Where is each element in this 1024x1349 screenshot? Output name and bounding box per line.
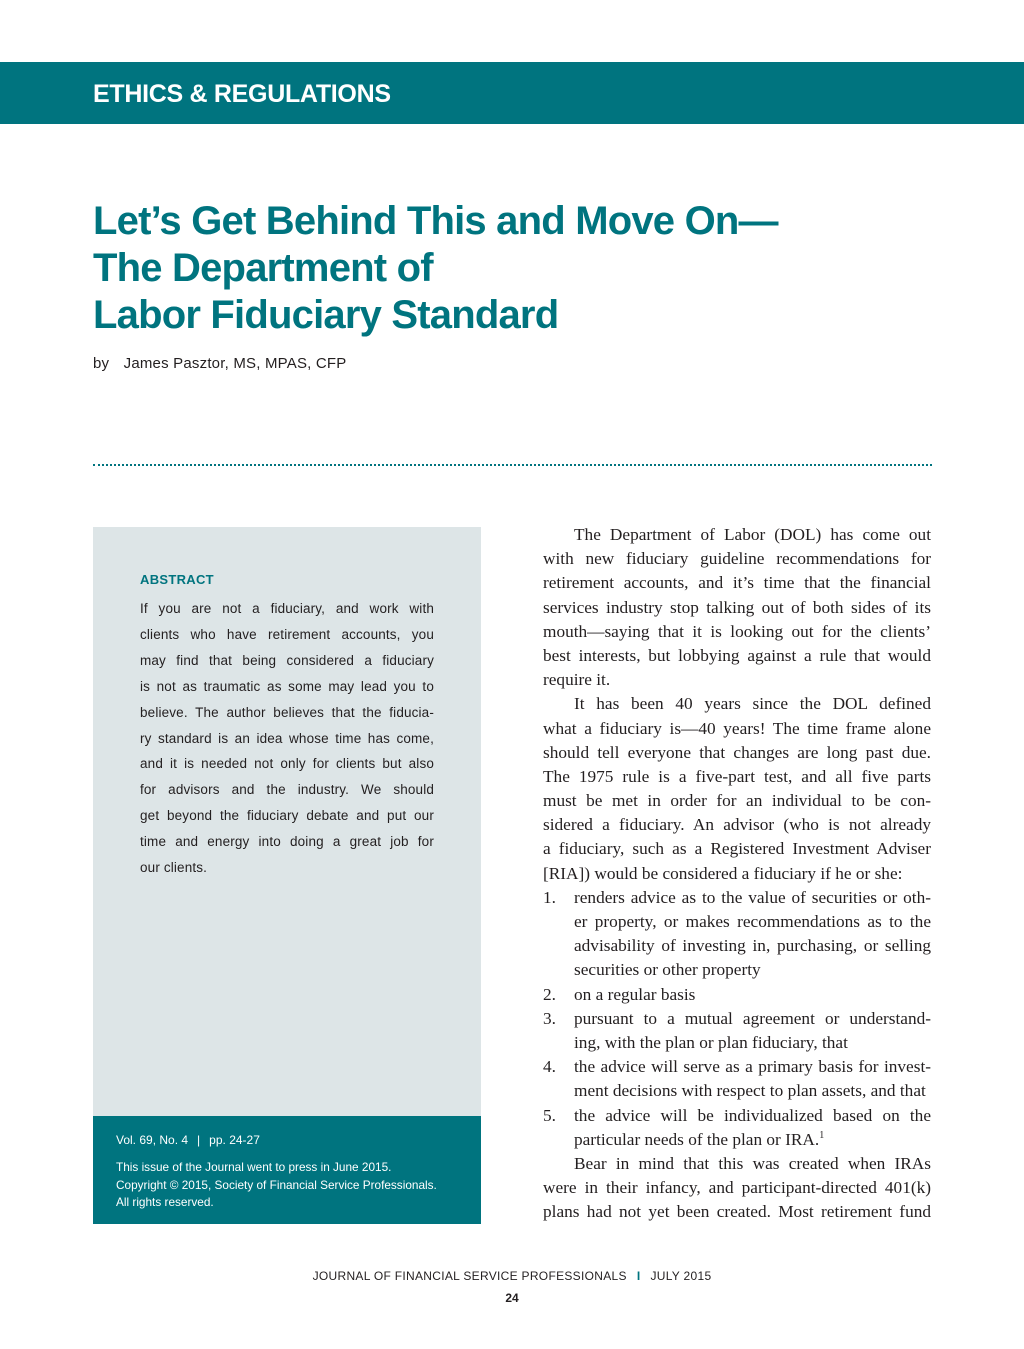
list-item-line: [543, 983, 931, 1007]
list-number: 2.: [543, 984, 556, 1004]
list-item-line: [543, 1007, 931, 1031]
body-line: The 1975 rule is a five-part test, and all five parts: [543, 766, 931, 786]
body-text-column: [543, 523, 931, 1224]
issue-date: JULY 2015: [650, 1269, 712, 1283]
list-text: ing, with the plan or plan fiduciary, that: [574, 1032, 848, 1052]
list-item-line: [543, 958, 931, 982]
body-line: It has been 40 years since the DOL defined: [574, 694, 931, 714]
body-line: Bear in mind that this was created when IRAs: [574, 1153, 931, 1173]
list-text: on a regular basis: [574, 984, 696, 1004]
list-item-line: [543, 1079, 931, 1103]
volume-number: Vol. 69, No. 4: [116, 1133, 189, 1147]
footer-separator: I: [636, 1269, 641, 1283]
list-text: the advice will be individualized based on the: [574, 1105, 931, 1125]
list-text: advisability of investing in, purchasing, or selling: [574, 936, 931, 956]
body-line: should tell everyone that changes are long past due.: [543, 742, 931, 762]
volume-separator: |: [197, 1133, 201, 1147]
abstract-line: and it is needed not only for clients but also: [140, 756, 434, 772]
copyright-notice: [116, 1159, 471, 1212]
body-line: The Department of Labor (DOL) has come out: [574, 525, 931, 544]
body-line: mouth—saying that it is looking out for the clients’: [543, 621, 931, 641]
body-line: were in their infancy, and participant-directed 401(k): [543, 1178, 931, 1198]
page-range: pp. 24-27: [209, 1133, 260, 1147]
abstract-line: is not as traumatic as some may lead you to: [140, 678, 434, 694]
abstract-text: [140, 596, 434, 881]
author-name: James Pasztor, MS, MPAS, CFP: [123, 355, 347, 372]
title-line: Let’s Get Behind This and Move On—: [93, 199, 778, 243]
list-item-line: [543, 886, 931, 910]
abstract-line: ry standard is an idea whose time has come,: [140, 730, 434, 746]
title-line: The Department of: [93, 246, 433, 290]
list-text: the advice will serve as a primary basis for invest-: [574, 1057, 931, 1077]
dotted-divider: [93, 464, 932, 466]
list-text: securities or other property: [574, 960, 761, 980]
list-item-line: [543, 1031, 931, 1055]
title-line: Labor Fiduciary Standard: [93, 293, 559, 337]
body-line: require it.: [543, 670, 611, 690]
abstract-line: If you are not a fiduciary, and work with: [140, 601, 434, 616]
footnote-marker: 1: [819, 1129, 825, 1141]
body-line: [RIA]) would be considered a fiduciary if he or she:: [543, 863, 903, 883]
volume-info: [116, 1133, 260, 1147]
article-title: [93, 198, 893, 339]
abstract-heading: ABSTRACT: [140, 572, 214, 587]
abstract-line: our clients.: [140, 860, 208, 876]
press-line: Copyright © 2015, Society of Financial Service Professionals.: [116, 1177, 437, 1192]
body-line: a fiduciary, such as a Registered Investment Adviser: [543, 839, 931, 859]
body-line: must be met in order for an individual to be con-: [543, 791, 931, 811]
body-line: sidered a fiduciary. An advisor (who is not already: [543, 815, 931, 835]
body-line: best interests, but lobbying against a rule that would: [543, 645, 931, 665]
list-number: 4.: [543, 1057, 556, 1077]
list-item-line: [543, 1055, 931, 1079]
press-line: This issue of the Journal went to press in June 2015.: [116, 1160, 392, 1174]
page-number: 24: [505, 1291, 519, 1305]
list-number: 5.: [543, 1105, 556, 1125]
list-text: ment decisions with respect to plan assets, and that: [574, 1081, 926, 1101]
abstract-line: clients who have retirement accounts, you: [140, 626, 434, 642]
body-line: what a fiduciary is—40 years! The time frame alone: [543, 718, 931, 738]
list-text: particular needs of the plan or IRA.: [574, 1129, 820, 1149]
abstract-line: may find that being considered a fiduciary: [140, 652, 434, 668]
list-number: 3.: [543, 1008, 556, 1028]
running-footer: [0, 1269, 1024, 1283]
byline-prefix: by: [93, 355, 110, 372]
list-item-line: [543, 1128, 931, 1152]
list-text: renders advice as to the value of securities or oth-: [574, 887, 931, 907]
list-item-line: [543, 910, 931, 934]
press-line: All rights reserved.: [116, 1195, 214, 1209]
abstract-line: believe. The author believes that the fiducia-: [140, 704, 434, 720]
body-line: with new fiduciary guideline recommendations for: [543, 549, 931, 569]
abstract-line: for advisors and the industry. We should: [140, 782, 434, 798]
list-item-line: [543, 1104, 931, 1128]
body-line: plans had not yet been created. Most retirement fund: [543, 1202, 931, 1222]
list-number: 1.: [543, 887, 556, 907]
body-line: services industry stop talking out of both sides of its: [543, 597, 931, 617]
journal-name: JOURNAL OF FINANCIAL SERVICE PROFESSIONALS: [312, 1269, 627, 1283]
list-text: er property, or makes recommendations as to the: [574, 912, 931, 931]
section-label: ETHICS & REGULATIONS: [93, 80, 391, 108]
abstract-line: time and energy into doing a great job for: [140, 834, 434, 850]
list-text: pursuant to a mutual agreement or understand-: [574, 1008, 931, 1028]
byline: [93, 355, 347, 372]
abstract-line: get beyond the fiduciary debate and put our: [140, 808, 434, 824]
list-item-line: [543, 934, 931, 958]
body-line: retirement accounts, and it’s time that the financial: [543, 573, 931, 593]
